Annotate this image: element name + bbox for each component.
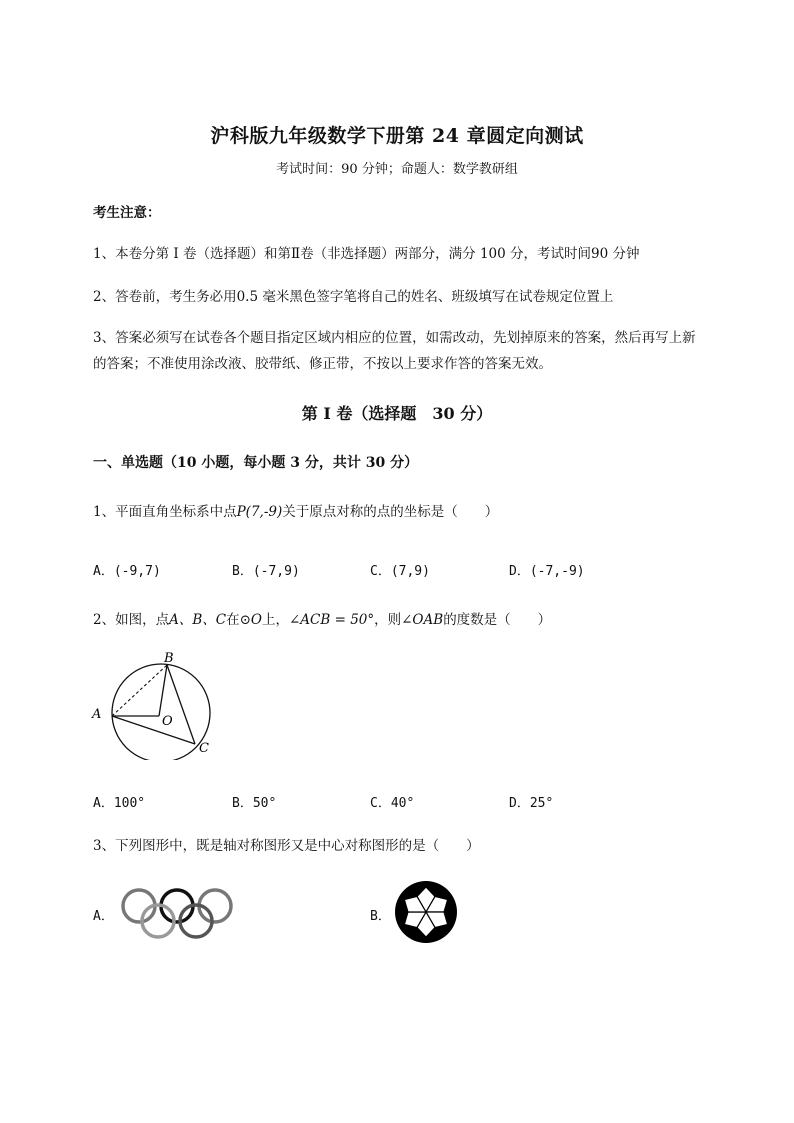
question-2 xyxy=(93,608,551,628)
question-2-prefix: 2、如图，点 xyxy=(93,612,170,628)
circle-o xyxy=(112,664,210,760)
section-heading: 一、单选题（10 小题，每小题 3 分，共计 30 分） xyxy=(93,455,419,471)
label-a: A xyxy=(92,707,102,722)
olympic-rings-figure[interactable] xyxy=(118,884,238,942)
exam-info: 考试时间：90 分钟；命题人：数学教研组 xyxy=(276,162,518,177)
chord-bc xyxy=(167,665,195,744)
q1-option-b[interactable]: B．(-7,9) xyxy=(232,564,300,579)
segment-ob xyxy=(159,665,167,716)
part-title: 第 I 卷（选择题 30 分） xyxy=(301,404,493,423)
question-2-target: ∠OAB xyxy=(401,612,444,628)
notice-heading: 考生注意： xyxy=(93,205,161,221)
q2-option-c[interactable]: C．40° xyxy=(370,796,415,811)
question-2-mid2: 上， xyxy=(261,612,289,628)
q3-option-a[interactable]: A． xyxy=(93,909,114,924)
q2-option-d[interactable]: D．25° xyxy=(509,796,554,811)
notice-item-3: 3、答案必须写在试卷各个题目指定区域内相应的位置，如需改动，先划掉原来的答案，然后再写上新 xyxy=(93,330,696,346)
question-1-prefix: 1、平面直角坐标系中点 xyxy=(93,504,237,520)
notice-item-3-continued: 的答案；不准使用涂改液、胶带纸、修正带，不按以上要求作答的答案无效。 xyxy=(93,356,552,372)
circle-geometry-figure xyxy=(88,645,223,760)
question-1 xyxy=(93,500,498,520)
question-1-suffix: 关于原点对称的点的坐标是（ ） xyxy=(282,504,499,520)
page-title: 沪科版九年级数学下册第 24 章圆定向测试 xyxy=(210,125,584,147)
label-b: B xyxy=(164,651,174,666)
chord-ac xyxy=(112,716,195,744)
q3-option-b[interactable]: B． xyxy=(370,909,391,924)
star-snowflake-figure[interactable] xyxy=(394,880,458,944)
q1-option-d[interactable]: D．(-7,-9) xyxy=(509,564,585,579)
question-1-math: P(7,-9) xyxy=(236,504,283,520)
notice-item-2: 2、答卷前，考生务必用0.5 毫米黑色签字笔将自己的姓名、班级填写在试卷规定位置上 xyxy=(93,289,614,305)
chord-ab-dashed xyxy=(112,665,167,716)
q2-option-a[interactable]: A．100° xyxy=(93,796,146,811)
question-2-mid3: ，则 xyxy=(374,612,402,628)
question-2-angle: ∠ACB = 50° xyxy=(288,612,375,628)
question-2-points: A、B、C xyxy=(169,612,227,628)
question-2-suffix: 的度数是（ ） xyxy=(443,612,552,628)
question-2-mid1: 在 xyxy=(226,612,240,628)
q2-option-b[interactable]: B．50° xyxy=(232,796,277,811)
notice-item-1: 1、本卷分第 I 卷（选择题）和第Ⅱ卷（非选择题）两部分，满分 100 分，考试时间90 分钟 xyxy=(93,246,640,262)
label-c: C xyxy=(199,741,209,756)
question-3: 3、下列图形中，既是轴对称图形又是中心对称图形的是（ ） xyxy=(93,838,480,854)
q1-option-a[interactable]: A．(-9,7) xyxy=(93,564,161,579)
question-2-circle: ⊙O xyxy=(239,612,262,628)
q1-option-c[interactable]: C．(7,9) xyxy=(370,564,430,579)
label-o: O xyxy=(162,714,173,729)
